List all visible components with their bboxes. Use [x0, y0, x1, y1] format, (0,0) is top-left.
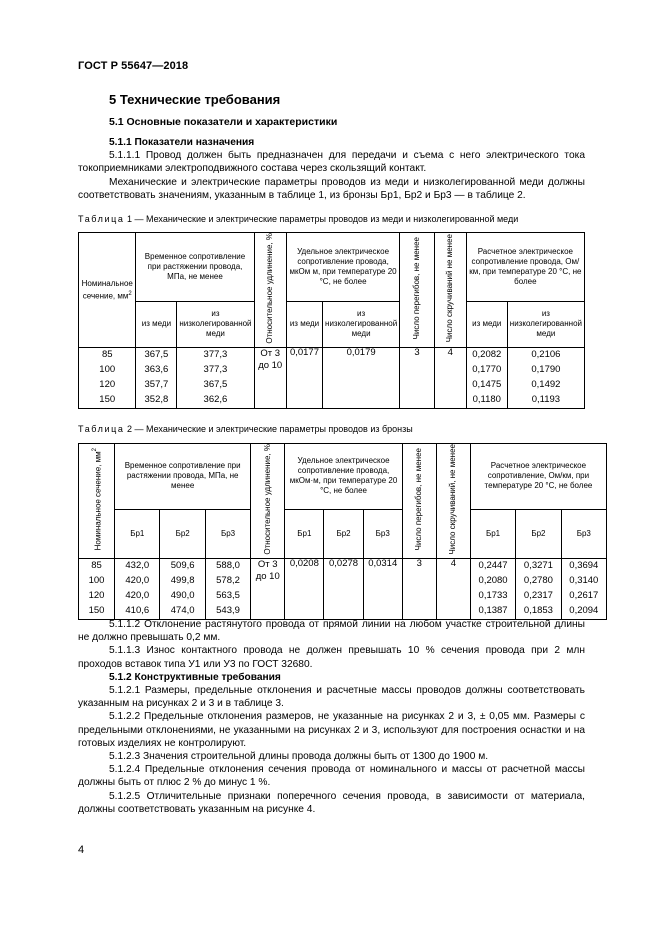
subsubsection-title: 5.1.1 Показатели назначения	[109, 137, 255, 148]
t2-h-twists: Число скручиваний, не менее	[436, 444, 470, 559]
table2-caption: Таблица 2 — Механические и электрические параметры проводов из бронзы	[78, 424, 413, 434]
paragraph-5121: 5.1.2.1 Размеры, предельные отклонения и расчетные массы проводов должны соответствовать указанным на рисунках 2 и 3 и в таблице 3.	[78, 685, 585, 710]
t1-h-tensile: Временное сопротивление при растяжении провода, МПа, не менее	[136, 233, 254, 302]
t2-resist-br2: 0,0278	[324, 558, 363, 619]
t2-h-tensile: Временное сопротивление при растяжении провода, МПа, не менее	[115, 444, 251, 510]
subsubsection-title-512: 5.1.2 Конструктивные требования	[109, 671, 281, 683]
t1-bends-value: 3	[400, 347, 435, 408]
t2-h-calc: Расчетное электрическое сопротивление, Ом/км, при температуре 20 °С, не более	[470, 444, 606, 510]
paragraph-5112: 5.1.1.2 Отклонение растянутого провода от прямой линии на любом участке строительной длины не должно превышать 0,2 мм.	[78, 619, 585, 644]
section-title: 5 Технические требования	[109, 92, 281, 107]
intro-text	[78, 136, 585, 202]
table-row: 85 432,0 509,6 588,0 От 3 до 10 0,0208 0,0278 0,0314 3 4 0,2447 0,3271 0,3694	[79, 558, 607, 574]
paragraph-5123: 5.1.2.3 Значения строительной длины провода должны быть от 1300 до 1900 м.	[109, 751, 489, 763]
table-1: Номинальное сечение, $мм^2$ Временное сопротивление при растяжении провода, МПа, не менее Относительное удлинение, % Удельное электрическое сопротивление провода, мкОм м, при температуре 20 °С, не более Число перегибов, не менее Число скручиваний не менее Расчетное электрическое сопротивление провода, Ом/км, при температуре 20 °С, не более из меди из низколегированной меди из меди из низколегированной меди из меди из низколегированной меди 85 367,5 377,3 От 3 до 10 0,0177 0,0179 3 4 0,2082 0,2106 100 363,6 377,3 0,1770 0,1790 120 357,7 367,5 0,1475 0,1492 150 352,8 362,6 0,1180 0,1193	[78, 232, 585, 409]
t2-resist-br3: 0,0314	[363, 558, 402, 619]
table-row: 100 420,0 499,8 578,2 0,2080 0,2780 0,3140	[79, 574, 607, 589]
table-row: 150 410,6 474,0 543,9 0,1387 0,1853 0,2094	[79, 604, 607, 620]
table-row: 100 363,6 377,3 0,1770 0,1790	[79, 363, 585, 378]
t2-twists-value: 4	[436, 558, 470, 619]
document-header: ГОСТ Р 55647—2018	[78, 60, 189, 72]
t2-resist-br1: 0,0208	[285, 558, 324, 619]
paragraph-5122: 5.1.2.2 Предельные отклонения размеров, не указанные на рисунках 2 и 3, ± 0,05 мм. Размеры с предельными отклонениями, не указанными на рисунках 2 и 3, используют для построения оснастки и на готовых изделиях не контролируют.	[78, 711, 585, 749]
t1-resist-la: 0,0179	[323, 347, 400, 408]
table-row: 150 352,8 362,6 0,1180 0,1193	[79, 393, 585, 409]
t1-h-twists: Число скручиваний не менее	[434, 233, 466, 348]
t2-h-section: Номинальное сечение, $мм^2$	[79, 444, 115, 559]
table-2: Номинальное сечение, $мм^2$ Временное сопротивление при растяжении провода, МПа, не менее Относительное удлинение, % Удельное электрическое сопротивление провода, мкОм·м, при температуре 20 °С, не более Число перегибов, не менее Число скручиваний, не менее Расчетное электрическое сопротивление, Ом/км, при температуре 20 °С, не более Бр1 Бр2 Бр3 Бр1 Бр2 Бр3 Бр1 Бр2 Бр3 85 432,0 509,6 588,0 От 3 до 10 0,0208 0,0278 0,0314 3 4 0,2447 0,3271 0,3694 100 420,0 499,8 578,2 0,2080 0,2780 0,3140 120 420,0 490,0 563,5 0,1733 0,2317 0,2617 150 410,6 474,0 543,9 0,1387 0,1853 0,2094	[78, 443, 607, 620]
paragraph-params: Механические и электрические параметры проводов из меди и низколегированной меди должны соответствовать значениям, указанным в таблице 1, из бронзы Бр1, Бр2 и Бр3 — в таблице 2.	[78, 176, 585, 201]
t1-twists-value: 4	[434, 347, 466, 408]
t1-h-elong: Относительное удлинение, %	[254, 233, 286, 348]
paragraph-5125: 5.1.2.5 Отличительные признаки поперечного сечения провода, в зависимости от материала, должны соответствовать указанным на рисунке 4.	[78, 790, 585, 815]
table-row: 120 357,7 367,5 0,1475 0,1492	[79, 378, 585, 393]
requirements-text	[78, 618, 585, 816]
t2-bends-value: 3	[402, 558, 436, 619]
t1-h-calc: Расчетное электрическое сопротивление провода, Ом/км, при температуре 20 °С, не более	[466, 233, 584, 302]
t2-elong-value: От 3 до 10	[251, 558, 285, 619]
table-row: 85 367,5 377,3 От 3 до 10 0,0177 0,0179 3 4 0,2082 0,2106	[79, 347, 585, 363]
subsection-title: 5.1 Основные показатели и характеристики	[109, 116, 338, 128]
t2-h-elong: Относительное удлинение, %	[251, 444, 285, 559]
paragraph-5124: 5.1.2.4 Предельные отклонения сечения провода от номинального и массы от расчетной массы должны быть от плюс 2 % до минус 1 %.	[78, 764, 585, 789]
t2-h-resist: Удельное электрическое сопротивление провода, мкОм·м, при температуре 20 °С, не более	[285, 444, 403, 510]
paragraph-5113: 5.1.1.3 Износ контактного провода не должен превышать 10 % сечения провода при 2 млн проходов вставок типа У1 или У3 по ГОСТ 32680.	[78, 645, 585, 670]
table-row: 120 420,0 490,0 563,5 0,1733 0,2317 0,2617	[79, 589, 607, 604]
table1-caption: Таблица 1 — Механические и электрические параметры проводов из меди и низколегированной меди	[78, 214, 519, 224]
t1-h-bends: Число перегибов, не менее	[400, 233, 435, 348]
t1-h-section: Номинальное сечение, $мм^2$	[79, 233, 136, 348]
paragraph-5111: 5.1.1.1 Провод должен быть предназначен для передачи и съема с него электрического тока токоприемниками электроподвижного состава через скользящий контакт.	[78, 150, 585, 175]
t1-resist-cu: 0,0177	[286, 347, 322, 408]
page-number: 4	[78, 844, 85, 856]
t1-elong-value: От 3 до 10	[254, 347, 286, 408]
t1-h-resist: Удельное электрическое сопротивление провода, мкОм м, при температуре 20 °С, не более	[286, 233, 399, 302]
t2-h-bends: Число перегибов, не менее	[402, 444, 436, 559]
